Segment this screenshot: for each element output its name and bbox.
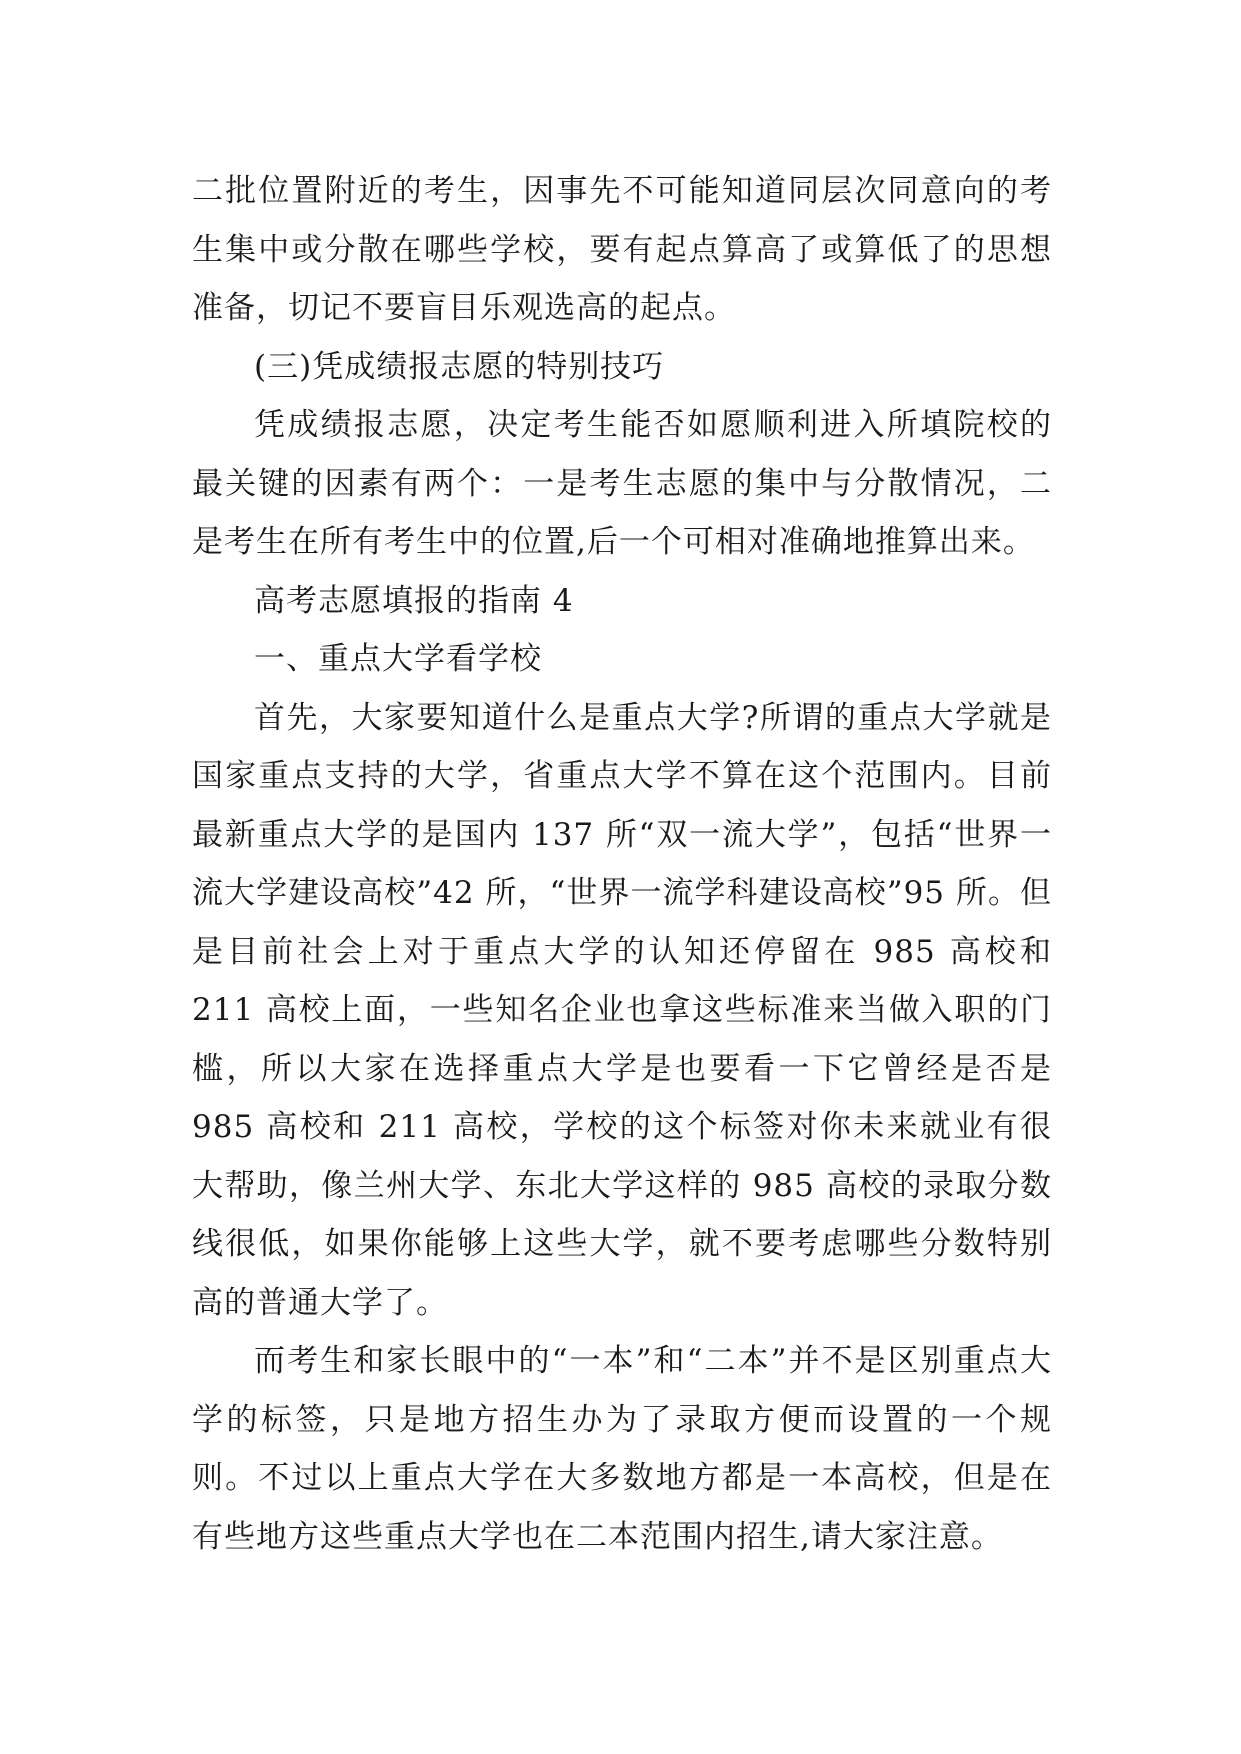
document-body [192,162,1052,1566]
section-title-guide-4: 高考志愿填报的指南 4 [254,582,574,619]
section-heading-key-universities: 一、重点大学看学校 [254,641,542,677]
section-heading-special-tips: (三)凭成绩报志愿的特别技巧 [254,348,665,385]
paragraph-continuation: 二批位置附近的考生，因事先不可能知道同层次同意向的考生集中或分散在哪些学校，要有起点算高了或算低了的思想准备，切记不要盲目乐观选高的起点。 [192,173,1052,326]
paragraph-what-is-key-university: 首先，大家要知道什么是重点大学?所谓的重点大学就是国家重点支持的大学，省重点大学不算在这个范围内。目前最新重点大学的是国内 137 所“双一流大学”，包括“世界一流大学建设高校”42 所，“世界一流学科建设高校”95 所。但是目前社会上对于重点大学的认知还停留在 985 高校和 211 高校上面，一些知名企业也拿这些标准来当做入职的门槛，所以大家在选择重点大学是也要看一下它曾经是否是 985 高校和 211 高校，学校的这个标签对你未来就业有很大帮助，像兰州大学、东北大学这样的 985 高校的录取分数线很低，如果你能够上这些大学，就不要考虑哪些分数特别高的普通大学了。 [192,699,1052,1321]
paragraph-score-based-application: 凭成绩报志愿，决定考生能否如愿顺利进入所填院校的最关键的因素有两个：一是考生志愿的集中与分散情况，二是考生在所有考生中的位置,后一个可相对准确地推算出来。 [192,407,1052,560]
paragraph-first-second-tier: 而考生和家长眼中的“一本”和“二本”并不是区别重点大学的标签，只是地方招生办为了录取方便而设置的一个规则。不过以上重点大学在大多数地方都是一本高校，但是在有些地方这些重点大学也在二本范围内招生,请大家注意。 [192,1343,1052,1555]
